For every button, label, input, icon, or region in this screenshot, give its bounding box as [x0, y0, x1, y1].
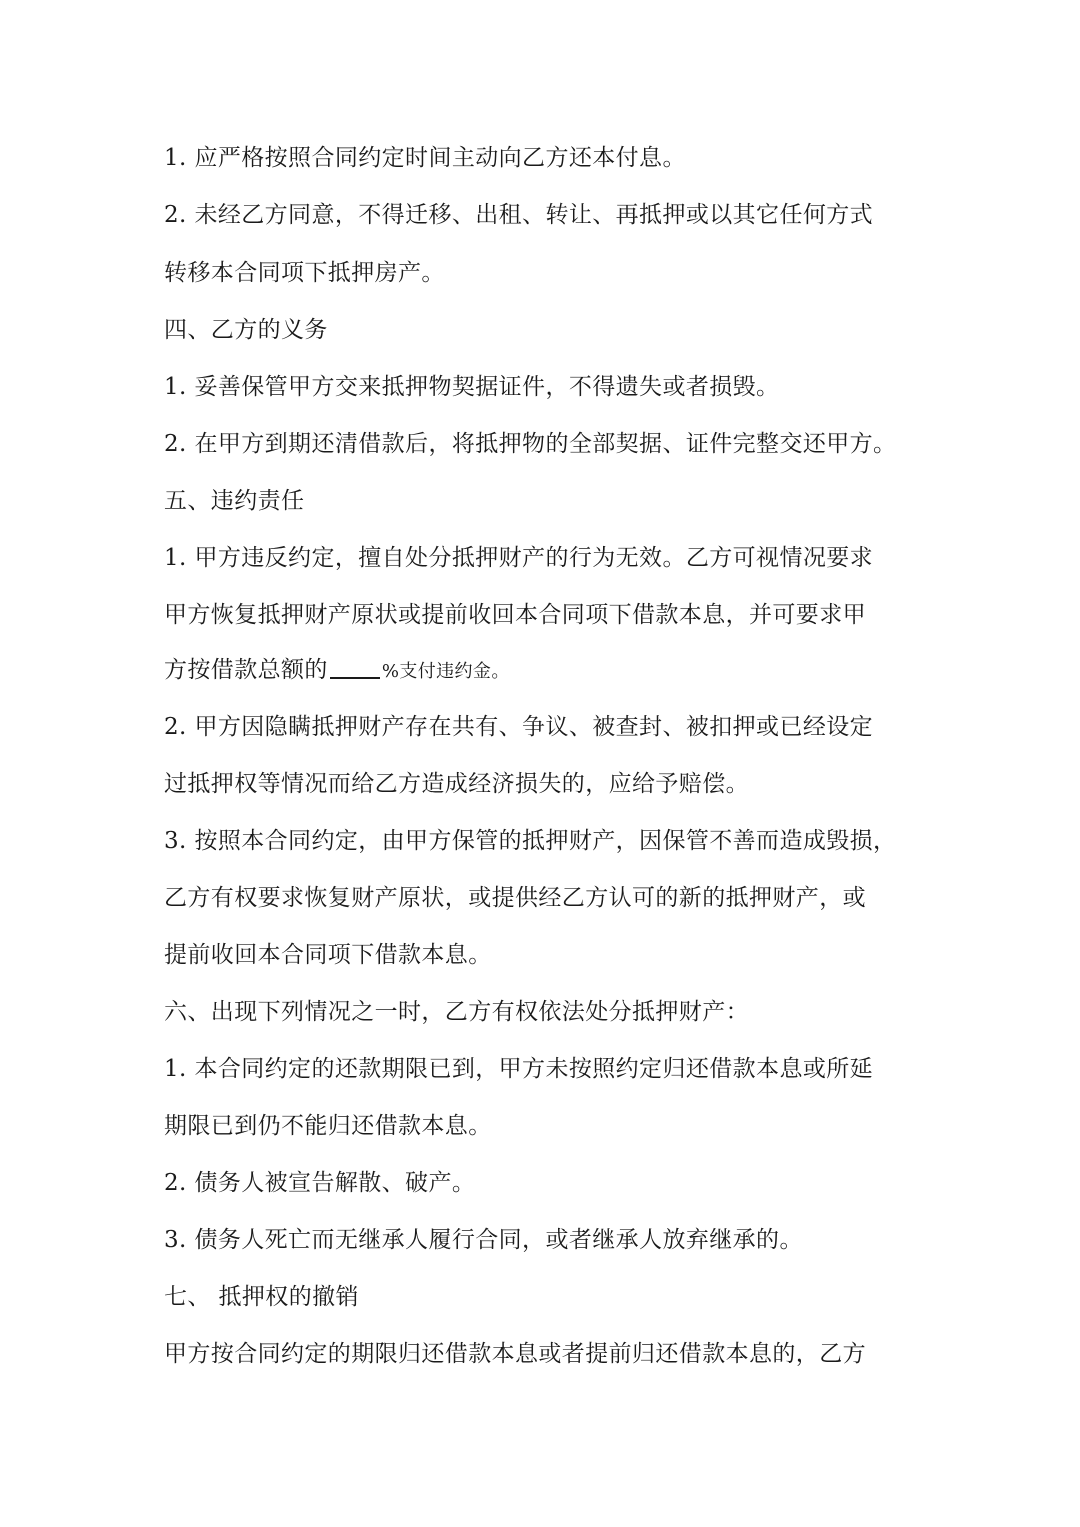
clause-5-item-1-line-2: 甲方恢复抵押财产原状或提前收回本合同项下借款本息，并可要求甲	[164, 602, 866, 628]
section-heading-5: 五、违约责任	[164, 488, 305, 514]
clause-5-item-1-line-3	[164, 655, 924, 687]
section-heading-7: 七、 抵押权的撤销	[164, 1284, 359, 1310]
section-heading-4: 四、乙方的义务	[164, 317, 328, 343]
section-heading-6: 六、出现下列情况之一时，乙方有权依法处分抵押财产：	[164, 999, 749, 1025]
clause-6-item-1-line-2: 期限已到仍不能归还借款本息。	[164, 1113, 492, 1139]
clause-5-item-2-line-1: 2. 甲方因隐瞒抵押财产存在共有、争议、被查封、被扣押或已经设定	[164, 714, 874, 740]
clause-4-item-1: 1. 妥善保管甲方交来抵押物契据证件，不得遗失或者损毁。	[164, 374, 780, 400]
clause-5-item-2-line-2: 过抵押权等情况而给乙方造成经济损失的，应给予赔偿。	[164, 771, 749, 797]
clause-6-item-1-line-1: 1. 本合同约定的还款期限已到，甲方未按照约定归还借款本息或所延	[164, 1056, 874, 1082]
clause-6-item-2: 2. 债务人被宣告解散、破产。	[164, 1170, 476, 1196]
clause-5-item-3-line-2: 乙方有权要求恢复财产原状，或提供经乙方认可的新的抵押财产，或	[164, 885, 866, 911]
clause-6-item-3: 3. 债务人死亡而无继承人履行合同，或者继承人放弃继承的。	[164, 1227, 803, 1253]
clause-3-item-2-line-1: 2. 未经乙方同意，不得迁移、出租、转让、再抵押或以其它任何方式	[164, 202, 874, 228]
clause-7-paragraph-line-1: 甲方按合同约定的期限归还借款本息或者提前归还借款本息的，乙方	[164, 1341, 866, 1367]
clause-5-item-1-line-3-end: %支付违约金。	[381, 661, 510, 682]
clause-5-item-3-line-3: 提前收回本合同项下借款本息。	[164, 942, 492, 968]
clause-3-item-1: 1. 应严格按照合同约定时间主动向乙方还本付息。	[164, 145, 686, 171]
clause-5-item-1-line-3-start: 方按借款总额的	[164, 657, 328, 683]
clause-5-item-3-line-1: 3. 按照本合同约定，由甲方保管的抵押财产，因保管不善而造成毁损，	[164, 828, 897, 854]
clause-3-item-2-line-2: 转移本合同项下抵押房产。	[164, 260, 445, 286]
clause-4-item-2: 2. 在甲方到期还清借款后，将抵押物的全部契据、证件完整交还甲方。	[164, 431, 897, 457]
clause-5-item-1-line-1: 1. 甲方违反约定，擅自处分抵押财产的行为无效。乙方可视情况要求	[164, 545, 874, 571]
percentage-blank	[330, 655, 380, 679]
